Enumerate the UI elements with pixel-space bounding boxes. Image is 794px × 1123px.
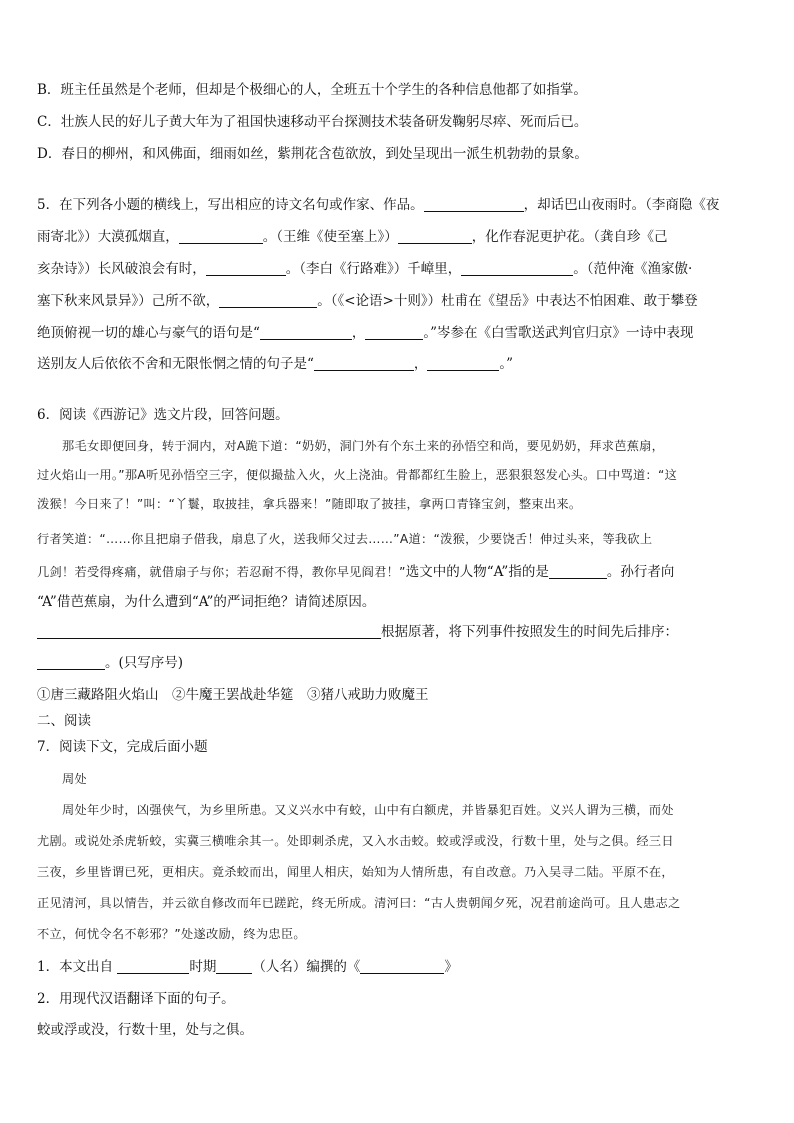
- answer-blank[interactable]: [398, 229, 472, 244]
- q5-line-3: [37, 258, 760, 280]
- q6-passage-line: 那毛女即便回身，转于洞内，对A跪下道：“奶奶，洞门外有个东土来的孙悟空和尚，要见奶奶，拜求芭蕉扇，: [62, 439, 665, 453]
- q6-events: ①唐三藏路阻火焰山 ②牛魔王罢战赴华筵 ③猪八戒助力败魔王: [37, 687, 429, 703]
- q7-passage-line: 尤剧。或说处杀虎斩蛟，实冀三横唯余其一。处即刺杀虎，又入水击蛟。蛟或浮或没，行数十里，处与之俱。经三日: [37, 834, 674, 848]
- q5-line-1: [37, 194, 760, 216]
- q5-text: 。（王维《使至塞上》）: [262, 229, 398, 245]
- q7-subquestion-2: 2．用现代汉语翻译下面的句子。: [37, 991, 235, 1007]
- q6-question: 。(只写序号): [105, 655, 184, 671]
- q5-text: 5．在下列各小题的横线上，写出相应的诗文名句或作家、作品。: [37, 197, 424, 213]
- answer-blank[interactable]: [37, 655, 105, 670]
- q7-text: （人名）编撰的《: [252, 959, 361, 975]
- answer-blank[interactable]: [427, 356, 499, 371]
- q5-line-5: [37, 322, 760, 344]
- answer-blank[interactable]: [179, 229, 263, 244]
- q6-passage-line: [37, 561, 760, 583]
- q5-line-4: [37, 290, 760, 312]
- option-c: C．壮族人民的好儿子黄大年为了祖国快速移动平台探测技术装备研发鞠躬尽瘁、死而后已。: [37, 114, 588, 130]
- answer-blank[interactable]: [365, 325, 423, 340]
- q7-passage-line: 周处年少时，凶强侠气，为乡里所患。又义兴水中有蛟，山中有白额虎，并皆暴犯百姓。义兴人谓为三横，而处: [62, 803, 674, 817]
- q7-passage-line: 不立，何忧令名不彰邪？”处遂改励，终为忠臣。: [37, 927, 306, 941]
- q7-passage-line: 正见清河，具以情告，并云欲自修改而年已蹉跎，终无所成。清河曰：“古人贵朝闻夕死，况君前途尚可。且人患志之: [37, 896, 681, 910]
- answer-blank[interactable]: [360, 959, 444, 974]
- q5-text: ，化作春泥更护花。（龚自珍《己: [471, 229, 668, 245]
- answer-blank[interactable]: [549, 564, 607, 579]
- q7-text: 1．本文出自: [37, 959, 114, 975]
- q7-sentence: 蛟或浮或没，行数十里，处与之俱。: [37, 1022, 253, 1038]
- q6-question-line: [37, 652, 760, 674]
- q5-text: 雨寄北》）大漠孤烟直，: [37, 229, 179, 245]
- q6-passage-line: 过火焰山一用。”那A听见孙悟空三字，便似撮盐入火，火上浇油。骨都都红生脸上，恶狠狠怒发心头。口中骂道：“这: [37, 468, 678, 482]
- answer-blank[interactable]: [117, 959, 189, 974]
- answer-blank[interactable]: [314, 356, 414, 371]
- answer-blank[interactable]: [424, 197, 524, 212]
- q5-text: 绝顶俯视一切的雄心与豪气的语句是“: [37, 325, 260, 341]
- answer-blank[interactable]: [206, 261, 286, 276]
- q6-question: 选文中的人物“A”指的是: [405, 564, 549, 580]
- q7-text: 时期: [189, 959, 217, 975]
- section-heading: 二、阅读: [37, 713, 91, 729]
- q6-question: 。孙行者向: [606, 564, 675, 580]
- q5-text: 亥杂诗》）长风破浪会有时，: [37, 261, 206, 277]
- q6-passage-line: 行者笑道：“……你且把扇子借我，扇息了火，送我师父过去……”A道：“泼猴，少要饶舌！伸过头来，等我砍上: [37, 532, 653, 546]
- answer-blank[interactable]: [260, 325, 352, 340]
- q7-subquestion-1: [37, 956, 760, 978]
- q5-text: ，: [351, 325, 366, 341]
- q5-text: 。（《<论语>十则》）杜甫在《望岳》中表达不怕困难、敢于攀登: [317, 293, 698, 309]
- q6-title: 6．阅读《西游记》选文片段，回答问题。: [37, 407, 289, 423]
- q5-line-2: [37, 226, 760, 248]
- q5-text: 塞下秋来风景异》）己所不欲，: [37, 293, 220, 309]
- q5-text: 送别友人后依依不舍和无限怅惘之情的句子是“: [37, 356, 314, 372]
- answer-blank[interactable]: [216, 959, 252, 974]
- q5-text: 。”岑参在《白雪歌送武判官归京》一诗中表现: [423, 325, 694, 341]
- answer-blank[interactable]: [219, 293, 317, 308]
- q6-question: 根据原著，将下列事件按照发生的时间先后排序：: [381, 624, 678, 640]
- q6-passage-line: 泼猴！今日来了！”叫：“丫鬟，取披挂，拿兵器来！”随即取了披挂，拿两口青锋宝剑，整束出来。: [37, 497, 582, 511]
- answer-blank[interactable]: [37, 624, 381, 639]
- q5-text: 。（李白《行路难》）千嶂里，: [285, 261, 462, 277]
- option-d: D．春日的柳州，和风佛面，细雨如丝，紫荆花含苞欲放，到处呈现出一派生机勃勃的景象。: [37, 146, 588, 162]
- q6-question-line: “A”借芭蕉扇，为什么遭到“A”的严词拒绝？请简述原因。: [37, 594, 376, 610]
- q6-passage-text: 几剑！若受得疼痛，就借扇子与你；若忍耐不得，教你早见阎君！”: [37, 565, 406, 579]
- answer-blank[interactable]: [461, 261, 573, 276]
- q5-text: 。”: [499, 356, 514, 372]
- q5-text: 。（范仲淹《渔家傲·: [573, 261, 693, 277]
- q5-text: ，却话巴山夜雨时。（李商隐《夜: [523, 197, 720, 213]
- q7-title: 7．阅读下文，完成后面小题: [37, 739, 208, 755]
- q5-text: ，: [413, 356, 428, 372]
- q7-passage-line: 三夜，乡里皆谓已死，更相庆。竟杀蛟而出，闻里人相庆，始知为人情所患，有自改意。乃入吴寻二陆。平原不在，: [37, 865, 674, 879]
- option-b: B．班主任虽然是个老师，但却是个极细心的人，全班五十个学生的各种信息他都了如指掌。: [37, 82, 587, 98]
- q7-passage-title: 周处: [62, 772, 87, 786]
- q7-text: 》: [444, 959, 458, 975]
- q5-line-6: [37, 353, 760, 375]
- q6-question-line: [37, 621, 760, 643]
